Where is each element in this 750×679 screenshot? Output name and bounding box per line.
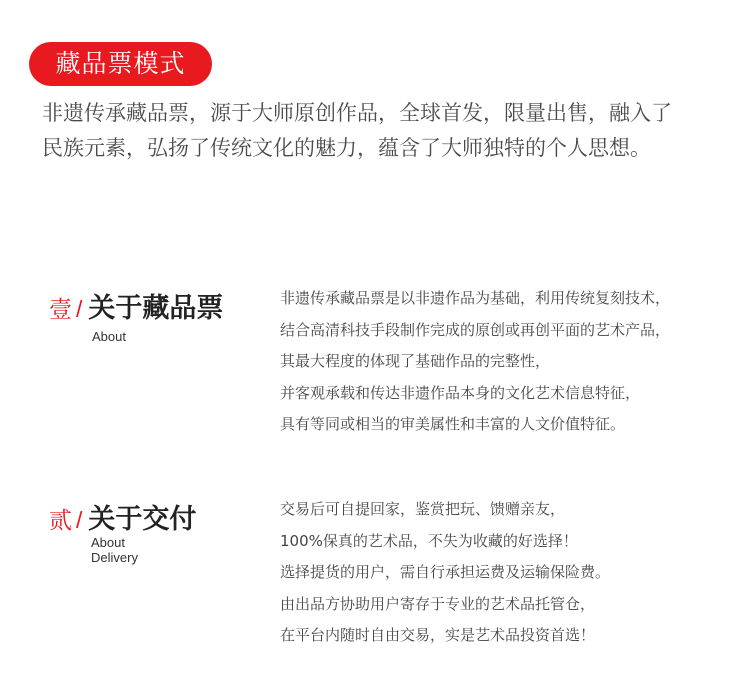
body-line: 交易后可自提回家，鉴赏把玩、馈赠亲友， — [280, 500, 566, 518]
section-title: 关于交付 — [88, 504, 197, 535]
section-body — [280, 283, 730, 441]
section-heading-collection-ticket — [49, 286, 223, 325]
body-line: 其最大程度的体现了基础作品的完整性， — [280, 352, 551, 370]
section-body — [280, 494, 730, 652]
section-heading-delivery — [49, 497, 196, 536]
subtitle-line: About — [92, 329, 126, 344]
subtitle-line: About — [91, 535, 125, 550]
section-slash: / — [76, 507, 83, 533]
body-line: 并客观承载和传达非遗作品本身的文化艺术信息特征， — [280, 383, 641, 402]
mode-badge: 藏品票模式 — [29, 42, 212, 86]
body-line: 具有等同或相当的审美属性和丰富的人文价值特征。 — [280, 415, 626, 433]
intro-line: 非遗传承藏品票，源于大师原创作品，全球首发，限量出售，融入了 — [42, 101, 672, 125]
body-line: 选择提货的用户，需自行承担运费及运输保险费。 — [280, 563, 611, 581]
body-line: 非遗传承藏品票是以非遗作品为基础，利用传统复刻技术， — [280, 289, 671, 307]
body-line: 100%保真的艺术品，不失为收藏的好选择！ — [280, 531, 578, 550]
section-title: 关于藏品票 — [88, 293, 224, 324]
body-line: 结合高清科技手段制作完成的原创或再创平面的艺术产品， — [280, 320, 671, 339]
body-line: 由出品方协助用户寄存于专业的艺术品托管仓， — [280, 594, 596, 613]
body-line: 在平台内随时自由交易，实是艺术品投资首选！ — [280, 626, 596, 644]
section-number: 贰 — [49, 508, 72, 534]
intro-line: 民族元素，弘扬了传统文化的魅力，蕴含了大师独特的个人思想。 — [42, 136, 651, 160]
section-subtitle — [91, 535, 138, 565]
subtitle-line: Delivery — [91, 550, 138, 565]
intro-paragraph — [42, 96, 722, 166]
section-slash: / — [76, 296, 83, 322]
section-number: 壹 — [49, 297, 72, 323]
section-subtitle — [92, 329, 126, 344]
